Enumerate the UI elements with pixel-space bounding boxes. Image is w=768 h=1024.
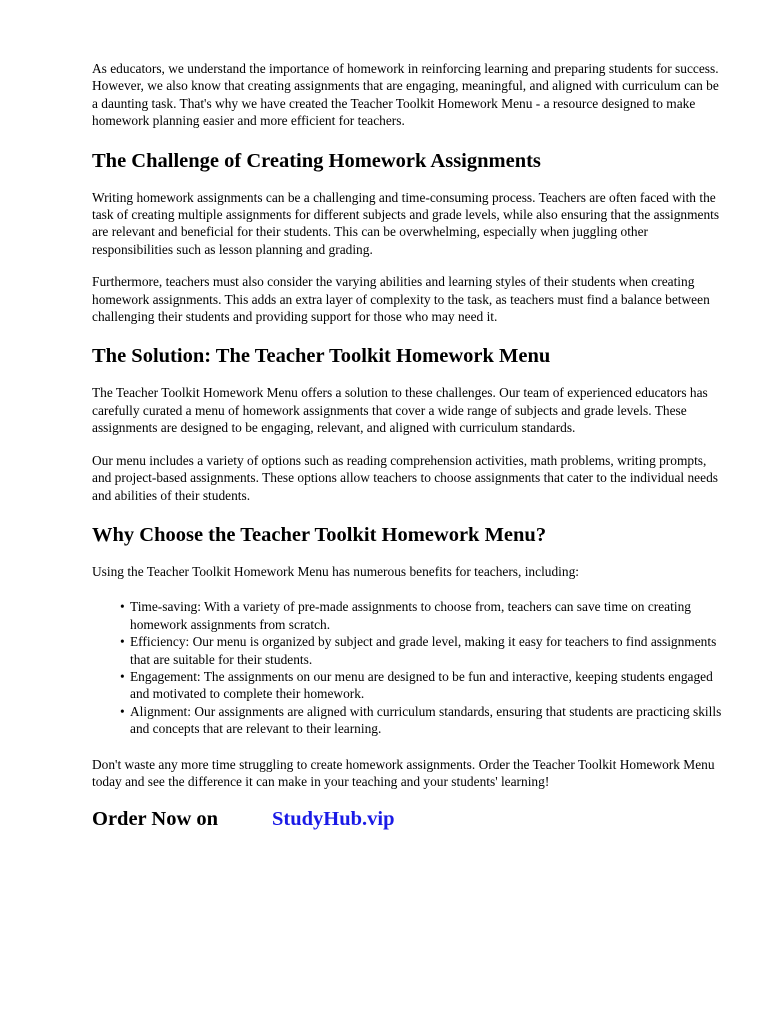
- bullet-icon: •: [120, 703, 125, 719]
- list-item-text: Alignment: Our assignments are aligned with curriculum standards, ensuring that students are practicing skills and concepts that are relevant to their learning.: [130, 703, 722, 737]
- studyhub-link[interactable]: StudyHub.vip: [272, 808, 395, 831]
- list-item: [120, 703, 728, 738]
- challenge-paragraph-1: Writing homework assignments can be a challenging and time-consuming process. Teachers are often faced with the task of creating multiple assignments for different subjects and grade levels, while also ensuring that the assignments are relevant and beneficial for their students. This can be overwhelming, especially when juggling other responsibilities such as lesson planning and grading.: [92, 189, 720, 257]
- list-item-text: Time-saving: With a variety of pre-made assignments to choose from, teachers can save time on creating homework assignments from scratch.: [130, 599, 691, 632]
- bullet-icon: •: [120, 599, 125, 615]
- list-item: [120, 668, 728, 703]
- list-item: [120, 633, 728, 668]
- solution-paragraph-1: The Teacher Toolkit Homework Menu offers a solution to these challenges. Our team of experienced educators has carefully curated a menu of homework assignments that cover a wide range of subjects and grade levels. These assignments are designed to be engaging, relevant, and aligned with curriculum standards.: [92, 385, 708, 436]
- bullet-icon: •: [120, 668, 125, 684]
- list-item-text: Engagement: The assignments on our menu are designed to be fun and interactive, keeping students engaged and motivated to complete their homework.: [130, 668, 713, 702]
- list-item-text: Efficiency: Our menu is organized by subject and grade level, making it easy for teachers to find assignments that are suitable for their students.: [130, 634, 717, 667]
- benefits-intro-paragraph: Using the Teacher Toolkit Homework Menu has numerous benefits for teachers, including:: [92, 563, 580, 579]
- heading-challenge: The Challenge of Creating Homework Assignments: [92, 149, 541, 172]
- benefits-list: [92, 598, 728, 737]
- intro-paragraph: As educators, we understand the importance of homework in reinforcing learning and preparing students for success. However, we also know that creating assignments that are engaging, meaningful, and aligned with curriculum can be a daunting task. That's why we have created the Teacher Toolkit Homework Menu - a resource designed to make homework planning easier and more efficient for teachers.: [92, 61, 719, 129]
- bullet-icon: •: [120, 634, 125, 650]
- closing-paragraph: Don't waste any more time struggling to create homework assignments. Order the Teacher Toolkit Homework Menu today and see the difference it can make in your teaching and your students' learning!: [92, 756, 715, 789]
- order-row: [92, 808, 728, 831]
- list-item: [120, 598, 728, 633]
- order-label: Order Now on: [92, 808, 219, 831]
- solution-paragraph-2: Our menu includes a variety of options such as reading comprehension activities, math problems, writing prompts, and project-based assignments. These options allow teachers to choose assignments that cater to the individual needs and abilities of their students.: [92, 452, 718, 503]
- challenge-paragraph-2: Furthermore, teachers must also consider the varying abilities and learning styles of their students when creating homework assignments. This adds an extra layer of complexity to the task, as teachers must find a balance between challenging their students and providing support for those who may need it.: [92, 274, 710, 325]
- heading-solution: The Solution: The Teacher Toolkit Homework Menu: [92, 345, 551, 368]
- heading-why-choose: Why Choose the Teacher Toolkit Homework Menu?: [92, 523, 547, 546]
